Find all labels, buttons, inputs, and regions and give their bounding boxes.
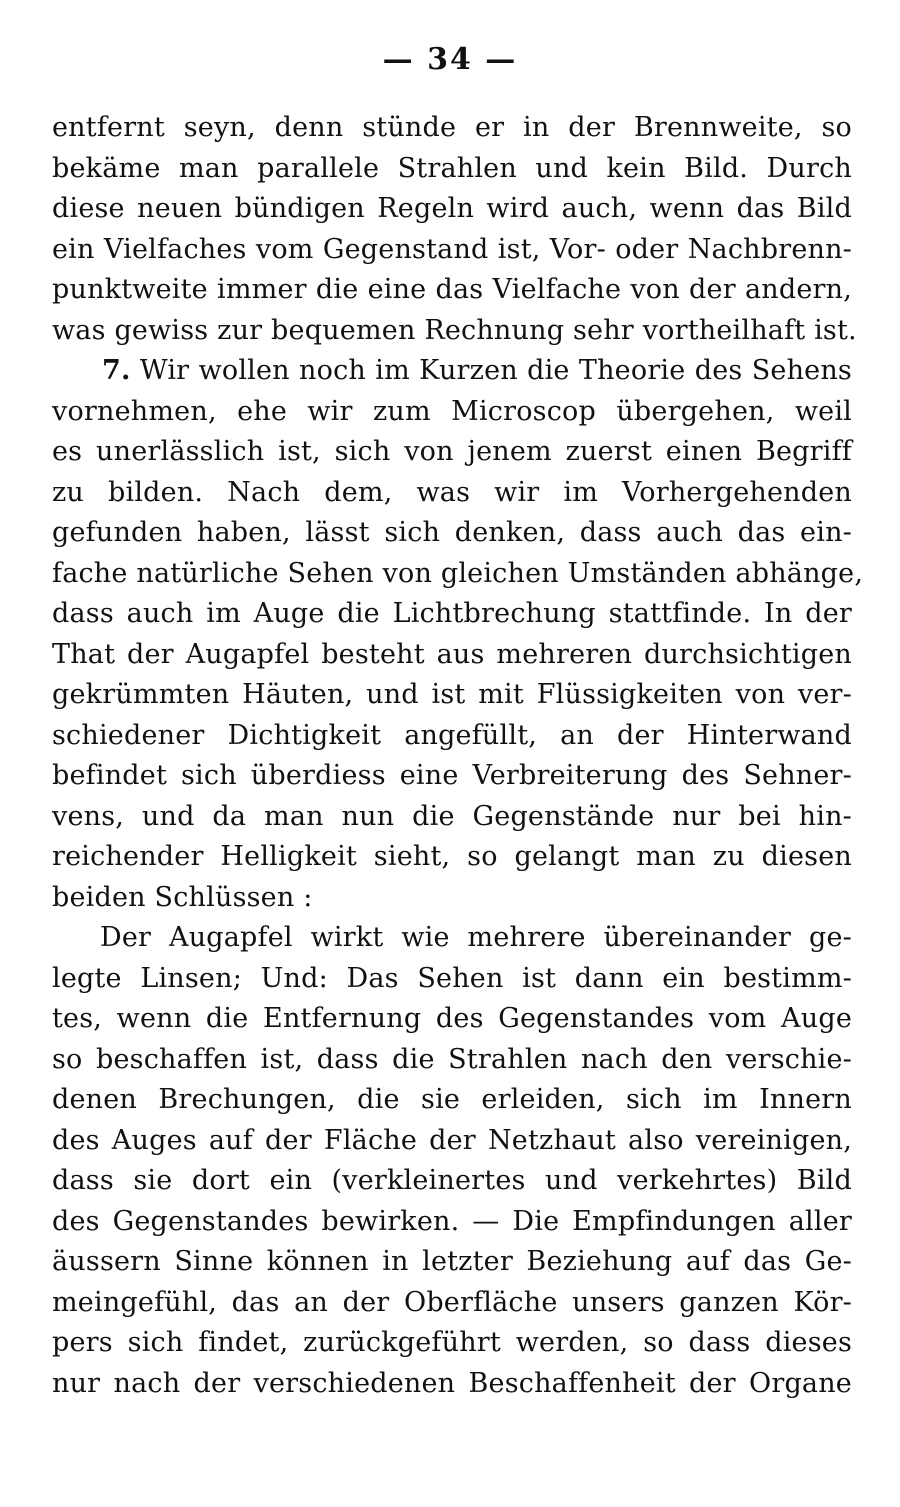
text-line: dass sie dort ein (verkleinertes und verkehrtes) Bild [52,1165,852,1196]
text-line: schiedener Dichtigkeit angefüllt, an der Hinterwand [52,719,852,751]
text-line: nur nach der verschiedenen Beschaffenheit der Organe [52,1367,852,1399]
text-line: vornehmen, ehe wir zum Microscop übergehen, weil [52,395,852,427]
text-line: meingefühl, das an der Oberfläche unsers ganzen Kör- [52,1286,852,1318]
text-line: beiden Schlüssen : [52,881,313,913]
text-line: tes, wenn die Entfernung des Gegenstandes vom Auge [52,1003,852,1034]
text-line: äussern Sinne können in letzter Beziehung auf das Ge- [52,1246,852,1277]
text-line: dass auch im Auge die Lichtbrechung stattfinde. In der [52,598,852,629]
text-line: es unerlässlich ist, sich von jenem zuerst einen Begriff [52,436,852,467]
text-line: vens, und da man nun die Gegenstände nur bei hin- [52,800,852,832]
text-line: denen Brechungen, die sie erleiden, sich im Innern [52,1084,852,1115]
text-line: entfernt seyn, denn stünde er in der Brennweite, so [52,112,852,143]
text-line: gekrümmten Häuten, und ist mit Flüssigkeiten von ver- [52,679,852,710]
text-line: Der Augapfel wirkt wie mehrere übereinander ge- [100,922,852,953]
section-7-first-line [52,351,852,392]
text-line: Wir wollen noch im Kurzen die Theorie des Sehens [139,355,852,386]
text-line: pers sich findet, zurückgeführt werden, so dass dieses [52,1327,852,1358]
text-line: diese neuen bündigen Regeln wird auch, wenn das Bild [52,193,852,224]
text-line: zu bilden. Nach dem, was wir im Vorhergehenden [52,476,852,508]
body-text [52,108,864,1404]
text-line: des Gegenstandes bewirken. — Die Empfindungen aller [52,1205,852,1237]
text-line: legte Linsen; Und: Das Sehen ist dann ein bestimm- [52,962,852,994]
text-line: fache natürliche Sehen von gleichen Umständen abhänge, [52,557,864,589]
text-line: ein Vielfaches vom Gegenstand ist, Vor- oder Nachbrenn- [52,233,852,265]
text-line: des Auges auf der Fläche der Netzhaut also vereinigen, [52,1124,852,1156]
text-line: gefunden haben, lässt sich denken, dass auch das ein- [52,517,852,548]
text-line: befindet sich überdiess eine Verbreiterung des Sehner- [52,760,852,791]
text-line: bekäme man parallele Strahlen und kein Bild. Durch [52,152,852,184]
text-line: so beschaffen ist, dass die Strahlen nach den verschie- [52,1043,852,1075]
section-number: 7. [102,355,131,386]
text-line: That der Augapfel besteht aus mehreren durchsichtigen [52,638,852,670]
text-line: reichender Helligkeit sieht, so gelangt man zu diesen [52,841,852,872]
page-number-header: — 34 — [382,42,518,77]
text-line: was gewiss zur bequemen Rechnung sehr vortheilhaft ist. [52,314,857,346]
text-line: punktweite immer die eine das Vielfache von der andern, [52,274,852,305]
